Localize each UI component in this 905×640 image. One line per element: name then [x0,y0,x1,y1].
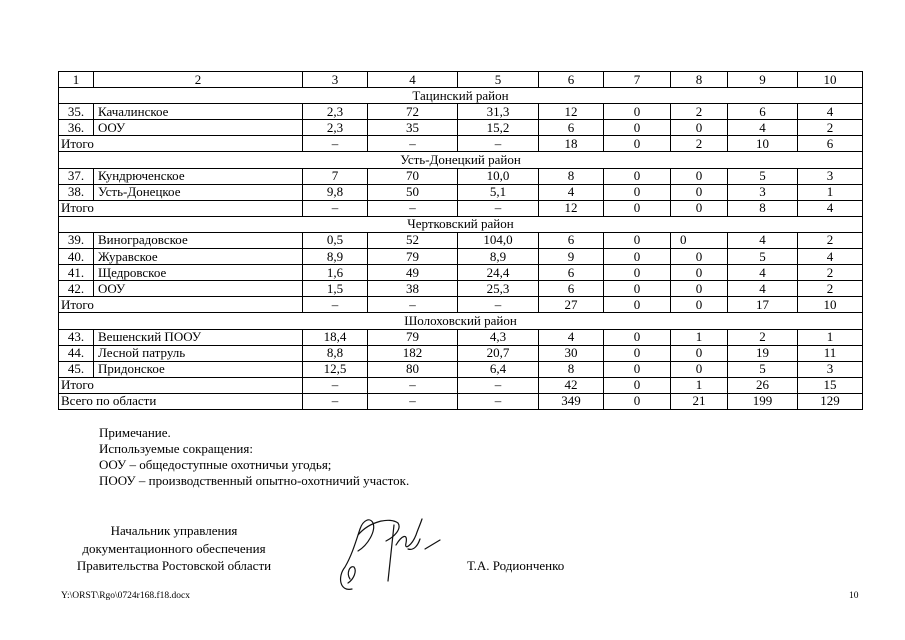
value-cell: 6 [539,281,604,297]
value-cell: 18,4 [303,329,368,345]
value-cell: – [303,377,368,393]
value-cell: 2 [671,136,728,152]
column-number-header: 9 [728,72,798,88]
total-label: Итого [59,377,303,393]
value-cell: 15,2 [458,120,539,136]
total-label: Итого [59,297,303,313]
table-header [59,72,863,88]
value-cell: 0 [671,200,728,216]
column-number-header: 6 [539,72,604,88]
total-label: Всего по области [59,393,303,409]
signer-position [52,522,296,575]
column-number-header: 3 [303,72,368,88]
table-row [59,104,863,120]
value-cell: 25,3 [458,281,539,297]
value-cell: 15 [798,377,863,393]
row-number-cell: 43. [59,329,94,345]
row-number-cell: 37. [59,168,94,184]
value-cell: 0 [671,232,728,248]
value-cell: 70 [368,168,458,184]
value-cell: 4 [798,249,863,265]
row-number-cell: 36. [59,120,94,136]
table-row [59,281,863,297]
value-cell: 30 [539,345,604,361]
subtotal-row [59,377,863,393]
value-cell: 2 [798,232,863,248]
value-cell: 2 [798,120,863,136]
value-cell: – [303,297,368,313]
value-cell: 4,3 [458,329,539,345]
value-cell: – [368,297,458,313]
value-cell: 0,5 [303,232,368,248]
value-cell: 0 [671,297,728,313]
value-cell: – [458,200,539,216]
subtotal-row [59,136,863,152]
table-body [59,88,863,410]
value-cell: 42 [539,377,604,393]
value-cell: 4 [728,120,798,136]
value-cell: 10 [798,297,863,313]
value-cell: 6 [798,136,863,152]
column-number-header: 4 [368,72,458,88]
row-number-cell: 35. [59,104,94,120]
value-cell: 2 [798,281,863,297]
value-cell: – [368,393,458,409]
region-header-row [59,216,863,232]
total-label: Итого [59,136,303,152]
footer-file-path: Y:\ORST\Rgo\0724r168.f18.docx [61,591,190,601]
column-number-header: 1 [59,72,94,88]
value-cell: 5,1 [458,184,539,200]
value-cell: 0 [604,361,671,377]
value-cell: 26 [728,377,798,393]
value-cell: 31,3 [458,104,539,120]
value-cell: 9,8 [303,184,368,200]
notes-title: Примечание. [99,425,171,440]
value-cell: 8,8 [303,345,368,361]
row-number-cell: 42. [59,281,94,297]
value-cell: – [458,393,539,409]
subtotal-row [59,200,863,216]
value-cell: 1 [671,377,728,393]
value-cell: 12 [539,200,604,216]
name-cell: Вешенский ПООУ [94,329,303,345]
value-cell: 4 [728,265,798,281]
value-cell: 4 [728,281,798,297]
value-cell: 12,5 [303,361,368,377]
value-cell: 19 [728,345,798,361]
value-cell: 182 [368,345,458,361]
name-cell: Кундрюченское [94,168,303,184]
value-cell: 0 [604,168,671,184]
value-cell: 0 [671,265,728,281]
region-label: Шолоховский район [59,313,863,329]
value-cell: 4 [728,232,798,248]
region-header-row [59,313,863,329]
value-cell: 2 [798,265,863,281]
value-cell: 349 [539,393,604,409]
value-cell: 0 [604,265,671,281]
value-cell: 5 [728,249,798,265]
name-cell: ООУ [94,120,303,136]
value-cell: 24,4 [458,265,539,281]
region-label: Усть-Донецкий район [59,152,863,168]
name-cell: Лесной патруль [94,345,303,361]
value-cell: 0 [604,136,671,152]
table-row [59,249,863,265]
value-cell: 4 [798,104,863,120]
table-row [59,232,863,248]
value-cell: 0 [604,184,671,200]
notes-block [99,425,409,489]
name-cell: ООУ [94,281,303,297]
value-cell: – [303,200,368,216]
value-cell: 0 [671,184,728,200]
data-table [58,71,863,410]
value-cell: – [368,200,458,216]
value-cell: 79 [368,249,458,265]
value-cell: 17 [728,297,798,313]
value-cell: 0 [604,249,671,265]
value-cell: 129 [798,393,863,409]
signer-position-line: документационного обеспечения [82,540,266,556]
value-cell: 0 [604,377,671,393]
column-number-header: 7 [604,72,671,88]
value-cell: 1 [798,184,863,200]
value-cell: 8 [728,200,798,216]
value-cell: 0 [671,361,728,377]
value-cell: 49 [368,265,458,281]
value-cell: 6 [728,104,798,120]
value-cell: 0 [604,281,671,297]
value-cell: 0 [604,120,671,136]
column-number-header: 2 [94,72,303,88]
value-cell: 79 [368,329,458,345]
page-number: 10 [849,591,859,601]
value-cell: 0 [671,168,728,184]
table-row [59,361,863,377]
row-number-cell: 41. [59,265,94,281]
row-number-cell: 39. [59,232,94,248]
row-number-cell: 40. [59,249,94,265]
value-cell: 80 [368,361,458,377]
notes-line: ПООУ – производственный опытно-охотничий участок. [99,473,410,488]
value-cell: 5 [728,168,798,184]
value-cell: 6 [539,232,604,248]
value-cell: 2,3 [303,104,368,120]
signer-position-line: Начальник управления [110,523,238,538]
value-cell: – [303,136,368,152]
notes-line: Используемые сокращения: [99,441,253,456]
notes-line: ООУ – общедоступные охотничьи угодья; [99,457,332,472]
table-row [59,184,863,200]
table-row [59,265,863,281]
subtotal-row [59,297,863,313]
value-cell: 8,9 [458,249,539,265]
value-cell: 52 [368,232,458,248]
value-cell: 0 [604,345,671,361]
column-number-header: 10 [798,72,863,88]
table-row [59,329,863,345]
value-cell: 12 [539,104,604,120]
value-cell: – [458,136,539,152]
value-cell: 5 [728,361,798,377]
signer-name: Т.А. Родионченко [467,558,565,573]
value-cell: 10 [728,136,798,152]
value-cell: 10,0 [458,168,539,184]
column-number-header: 5 [458,72,539,88]
value-cell: 0 [671,281,728,297]
value-cell: 0 [671,345,728,361]
value-cell: 1 [798,329,863,345]
value-cell: 4 [798,200,863,216]
value-cell: 9 [539,249,604,265]
value-cell: 2 [671,104,728,120]
name-cell: Журавское [94,249,303,265]
value-cell: 0 [604,297,671,313]
value-cell: 3 [798,361,863,377]
value-cell: 4 [539,184,604,200]
value-cell: 8,9 [303,249,368,265]
value-cell: 8 [539,168,604,184]
name-cell: Виноградовское [94,232,303,248]
value-cell: 72 [368,104,458,120]
value-cell: 0 [604,232,671,248]
value-cell: 104,0 [458,232,539,248]
value-cell: 199 [728,393,798,409]
value-cell: 1,5 [303,281,368,297]
row-number-cell: 44. [59,345,94,361]
value-cell: 21 [671,393,728,409]
value-cell: 1 [671,329,728,345]
value-cell: 0 [671,120,728,136]
value-cell: 2,3 [303,120,368,136]
value-cell: 6 [539,120,604,136]
handwritten-signature [330,505,450,600]
name-cell: Щедровское [94,265,303,281]
value-cell: 6,4 [458,361,539,377]
table-row [59,168,863,184]
value-cell: 0 [604,329,671,345]
region-header-row [59,152,863,168]
region-label: Чертковский район [59,216,863,232]
value-cell: 0 [671,249,728,265]
table-row [59,120,863,136]
value-cell: 27 [539,297,604,313]
value-cell: 50 [368,184,458,200]
name-cell: Усть-Донецкое [94,184,303,200]
row-number-cell: 38. [59,184,94,200]
value-cell: – [368,377,458,393]
value-cell: 20,7 [458,345,539,361]
name-cell: Придонское [94,361,303,377]
value-cell: 3 [728,184,798,200]
value-cell: 6 [539,265,604,281]
value-cell: 18 [539,136,604,152]
grand-total-row [59,393,863,409]
value-cell: 1,6 [303,265,368,281]
value-cell: – [458,377,539,393]
column-numbers-row [59,72,863,88]
value-cell: 38 [368,281,458,297]
value-cell: 2 [728,329,798,345]
value-cell: – [458,297,539,313]
value-cell: 7 [303,168,368,184]
value-cell: 4 [539,329,604,345]
column-number-header: 8 [671,72,728,88]
value-cell: – [368,136,458,152]
total-label: Итого [59,200,303,216]
value-cell: – [303,393,368,409]
value-cell: 0 [604,200,671,216]
row-number-cell: 45. [59,361,94,377]
value-cell: 11 [798,345,863,361]
value-cell: 3 [798,168,863,184]
signer-position-line: Правительства Ростовской области [76,558,272,573]
region-label: Тацинский район [59,88,863,104]
name-cell: Качалинское [94,104,303,120]
region-header-row [59,88,863,104]
value-cell: 0 [604,393,671,409]
value-cell: 35 [368,120,458,136]
value-cell: 0 [604,104,671,120]
value-cell: 8 [539,361,604,377]
table-row [59,345,863,361]
